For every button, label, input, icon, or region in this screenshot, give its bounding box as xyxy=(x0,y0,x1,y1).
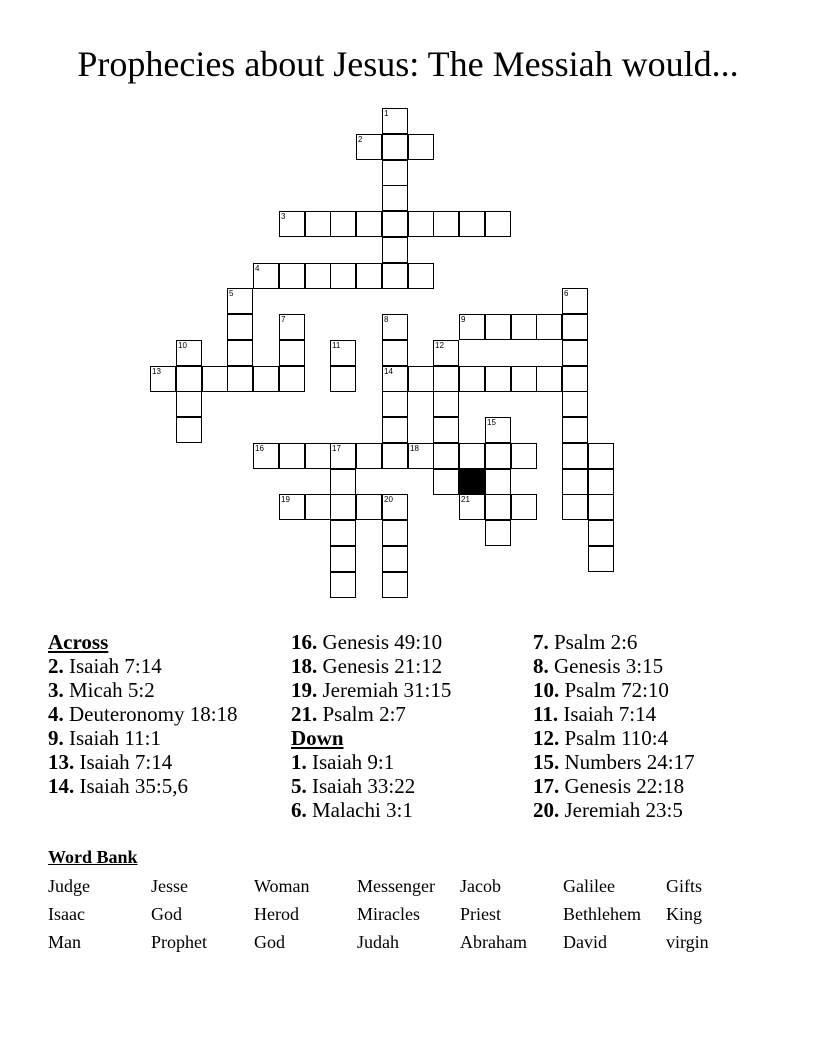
grid-cell[interactable] xyxy=(588,443,614,469)
grid-cell[interactable] xyxy=(382,417,408,443)
grid-cell[interactable] xyxy=(485,494,511,520)
grid-cell[interactable] xyxy=(562,366,588,392)
grid-cell[interactable] xyxy=(330,572,356,598)
grid-cell[interactable] xyxy=(511,314,537,340)
word-bank-word: David xyxy=(563,932,607,952)
grid-cell[interactable] xyxy=(330,366,356,392)
grid-cell[interactable] xyxy=(227,314,253,340)
clue-down-7: 7. Psalm 2:6 xyxy=(533,630,638,654)
clue-number: 6 xyxy=(564,289,569,298)
grid-cell[interactable] xyxy=(305,263,331,289)
clue-number: 8 xyxy=(384,315,389,324)
word-bank-word: Woman xyxy=(254,876,310,896)
page-title: Prophecies about Jesus: The Messiah would... xyxy=(77,44,739,84)
clues-column-1 xyxy=(48,630,248,798)
grid-cell[interactable] xyxy=(356,263,382,289)
grid-cell[interactable] xyxy=(176,366,202,392)
grid-cell[interactable] xyxy=(330,340,356,366)
grid-cell[interactable] xyxy=(382,160,408,186)
word-bank-word: Messenger xyxy=(357,876,435,896)
grid-cell[interactable] xyxy=(330,520,356,546)
grid-cell[interactable] xyxy=(253,443,279,469)
grid-cell[interactable] xyxy=(382,211,408,237)
clue-number: 5 xyxy=(229,289,234,298)
grid-cell[interactable] xyxy=(433,443,459,469)
grid-cell[interactable] xyxy=(330,263,356,289)
grid-cell[interactable] xyxy=(562,469,588,495)
grid-cell[interactable] xyxy=(588,546,614,572)
grid-cell[interactable] xyxy=(588,469,614,495)
grid-cell[interactable] xyxy=(433,366,459,392)
grid-cell[interactable] xyxy=(356,494,382,520)
grid-cell[interactable] xyxy=(382,366,408,392)
grid-cell[interactable] xyxy=(588,494,614,520)
clue-number: 17 xyxy=(332,444,341,453)
grid-cell[interactable] xyxy=(305,211,331,237)
grid-cell[interactable] xyxy=(253,366,279,392)
clue-number: 9 xyxy=(461,315,466,324)
grid-cell[interactable] xyxy=(433,211,459,237)
clue-number: 13 xyxy=(152,367,161,376)
grid-cell[interactable] xyxy=(382,391,408,417)
grid-cell[interactable] xyxy=(433,469,459,495)
clue-down-12: 12. Psalm 110:4 xyxy=(533,726,669,750)
clue-down-8: 8. Genesis 3:15 xyxy=(533,654,664,678)
grid-cell[interactable] xyxy=(408,443,434,469)
grid-cell[interactable] xyxy=(459,314,485,340)
clue-number: 20 xyxy=(384,495,393,504)
word-bank-word: Jacob xyxy=(460,876,501,896)
grid-cell[interactable] xyxy=(562,443,588,469)
clue-number: 4 xyxy=(255,264,260,273)
word-bank-word: Judah xyxy=(357,932,399,952)
grid-cell[interactable] xyxy=(330,443,356,469)
grid-cell[interactable] xyxy=(330,469,356,495)
grid-cell[interactable] xyxy=(382,546,408,572)
word-bank-word: King xyxy=(666,904,702,924)
grid-cell[interactable] xyxy=(382,314,408,340)
grid-cell[interactable] xyxy=(511,366,537,392)
grid-cell[interactable] xyxy=(279,314,305,340)
grid-cell[interactable] xyxy=(279,443,305,469)
clue-across-2: 2. Isaiah 7:14 xyxy=(48,654,162,678)
grid-cell[interactable] xyxy=(176,417,202,443)
grid-cell[interactable] xyxy=(562,340,588,366)
clue-number: 16 xyxy=(255,444,264,453)
clue-number: 18 xyxy=(410,444,419,453)
clue-number: 11 xyxy=(332,341,341,350)
word-bank-row xyxy=(48,873,768,901)
clue-down-5: 5. Isaiah 33:22 xyxy=(291,774,416,798)
grid-cell[interactable] xyxy=(382,185,408,211)
grid-cell[interactable] xyxy=(176,391,202,417)
grid-cell[interactable] xyxy=(485,211,511,237)
clue-down-6: 6. Malachi 3:1 xyxy=(291,798,413,822)
clue-down-15: 15. Numbers 24:17 xyxy=(533,750,695,774)
grid-cell[interactable] xyxy=(227,340,253,366)
grid-cell[interactable] xyxy=(562,314,588,340)
grid-cell[interactable] xyxy=(408,263,434,289)
grid-cell[interactable] xyxy=(562,417,588,443)
word-bank xyxy=(48,873,768,957)
grid-cell[interactable] xyxy=(511,494,537,520)
word-bank-row xyxy=(48,901,768,929)
word-bank-word: virgin xyxy=(666,932,709,952)
grid-cell[interactable] xyxy=(485,520,511,546)
grid-cell[interactable] xyxy=(459,443,485,469)
grid-cell[interactable] xyxy=(382,108,408,134)
clue-number: 1 xyxy=(384,109,389,118)
grid-cell[interactable] xyxy=(279,211,305,237)
word-bank-word: Miracles xyxy=(357,904,420,924)
grid-cell[interactable] xyxy=(330,211,356,237)
word-bank-word: Man xyxy=(48,932,81,952)
grid-cell[interactable] xyxy=(408,134,434,160)
clue-number: 10 xyxy=(178,341,187,350)
clue-across-14: 14. Isaiah 35:5,6 xyxy=(48,774,188,798)
clue-across-4: 4. Deuteronomy 18:18 xyxy=(48,702,238,726)
clue-across-19: 19. Jeremiah 31:15 xyxy=(291,678,452,702)
clue-number: 2 xyxy=(358,135,363,144)
grid-cell[interactable] xyxy=(305,443,331,469)
word-bank-word: Isaac xyxy=(48,904,85,924)
grid-cell[interactable] xyxy=(382,572,408,598)
grid-cell[interactable] xyxy=(279,263,305,289)
clue-down-1: 1. Isaiah 9:1 xyxy=(291,750,395,774)
word-bank-word: Gifts xyxy=(666,876,702,896)
clue-across-13: 13. Isaiah 7:14 xyxy=(48,750,173,774)
clue-down-17: 17. Genesis 22:18 xyxy=(533,774,685,798)
grid-cell[interactable] xyxy=(459,366,485,392)
word-bank-word: Priest xyxy=(460,904,502,924)
clue-number: 19 xyxy=(281,495,290,504)
grid-cell[interactable] xyxy=(408,211,434,237)
grid-cell[interactable] xyxy=(433,391,459,417)
grid-cell[interactable] xyxy=(485,417,511,443)
clue-across-21: 21. Psalm 2:7 xyxy=(291,702,406,726)
clue-down-11: 11. Isaiah 7:14 xyxy=(533,702,657,726)
grid-cell[interactable] xyxy=(279,366,305,392)
word-bank-word: Judge xyxy=(48,876,90,896)
grid-cell[interactable] xyxy=(459,211,485,237)
grid-cell[interactable] xyxy=(305,494,331,520)
grid-cell[interactable] xyxy=(253,263,279,289)
grid-cell[interactable] xyxy=(382,520,408,546)
grid-cell[interactable] xyxy=(588,520,614,546)
grid-cell[interactable] xyxy=(227,288,253,314)
grid-cell[interactable] xyxy=(382,237,408,263)
clue-number: 12 xyxy=(435,341,444,350)
word-bank-heading: Word Bank xyxy=(48,847,138,867)
grid-cell[interactable] xyxy=(330,494,356,520)
word-bank-word: Galilee xyxy=(563,876,615,896)
clue-number: 7 xyxy=(281,315,286,324)
clues-column-3 xyxy=(533,630,793,822)
clue-across-16: 16. Genesis 49:10 xyxy=(291,630,443,654)
grid-cell[interactable] xyxy=(279,340,305,366)
grid-cell[interactable] xyxy=(150,366,176,392)
grid-cell[interactable] xyxy=(536,366,562,392)
grid-cell[interactable] xyxy=(485,366,511,392)
grid-cell[interactable] xyxy=(176,340,202,366)
clue-across-3: 3. Micah 5:2 xyxy=(48,678,155,702)
grid-cell[interactable] xyxy=(562,391,588,417)
grid-cell[interactable] xyxy=(459,494,485,520)
word-bank-word: Herod xyxy=(254,904,299,924)
grid-cell[interactable] xyxy=(356,443,382,469)
grid-cell[interactable] xyxy=(202,366,228,392)
word-bank-word: Jesse xyxy=(151,876,188,896)
grid-cell[interactable] xyxy=(382,494,408,520)
grid-cell[interactable] xyxy=(433,417,459,443)
grid-cell[interactable] xyxy=(433,340,459,366)
grid-cell[interactable] xyxy=(382,340,408,366)
grid-cell[interactable] xyxy=(356,211,382,237)
grid-cell[interactable] xyxy=(330,546,356,572)
word-bank-word: God xyxy=(254,932,285,952)
grid-cell[interactable] xyxy=(382,443,408,469)
grid-cell[interactable] xyxy=(485,469,511,495)
clue-number: 15 xyxy=(487,418,496,427)
grid-cell[interactable] xyxy=(408,366,434,392)
word-bank-word: Bethlehem xyxy=(563,904,641,924)
clue-number: 21 xyxy=(461,495,470,504)
clue-across-18: 18. Genesis 21:12 xyxy=(291,654,443,678)
grid-cell[interactable] xyxy=(562,288,588,314)
grid-cell[interactable] xyxy=(227,366,253,392)
grid-cell[interactable] xyxy=(279,494,305,520)
clue-down-20: 20. Jeremiah 23:5 xyxy=(533,798,683,822)
clue-number: 3 xyxy=(281,212,286,221)
grid-cell[interactable] xyxy=(382,134,408,160)
grid-cell[interactable] xyxy=(536,314,562,340)
word-bank-word: God xyxy=(151,904,182,924)
clue-down-10: 10. Psalm 72:10 xyxy=(533,678,669,702)
grid-cell[interactable] xyxy=(356,134,382,160)
clue-number: 14 xyxy=(384,367,393,376)
grid-cell[interactable] xyxy=(562,494,588,520)
clues-column-2 xyxy=(291,630,521,822)
grid-cell[interactable] xyxy=(382,263,408,289)
grid-cell[interactable] xyxy=(485,443,511,469)
black-square xyxy=(459,469,485,495)
word-bank-row xyxy=(48,929,768,957)
across-heading: Across xyxy=(48,630,109,654)
down-heading: Down xyxy=(291,726,344,750)
clue-across-9: 9. Isaiah 11:1 xyxy=(48,726,161,750)
grid-cell[interactable] xyxy=(485,314,511,340)
word-bank-word: Prophet xyxy=(151,932,207,952)
grid-cell[interactable] xyxy=(511,443,537,469)
word-bank-word: Abraham xyxy=(460,932,527,952)
